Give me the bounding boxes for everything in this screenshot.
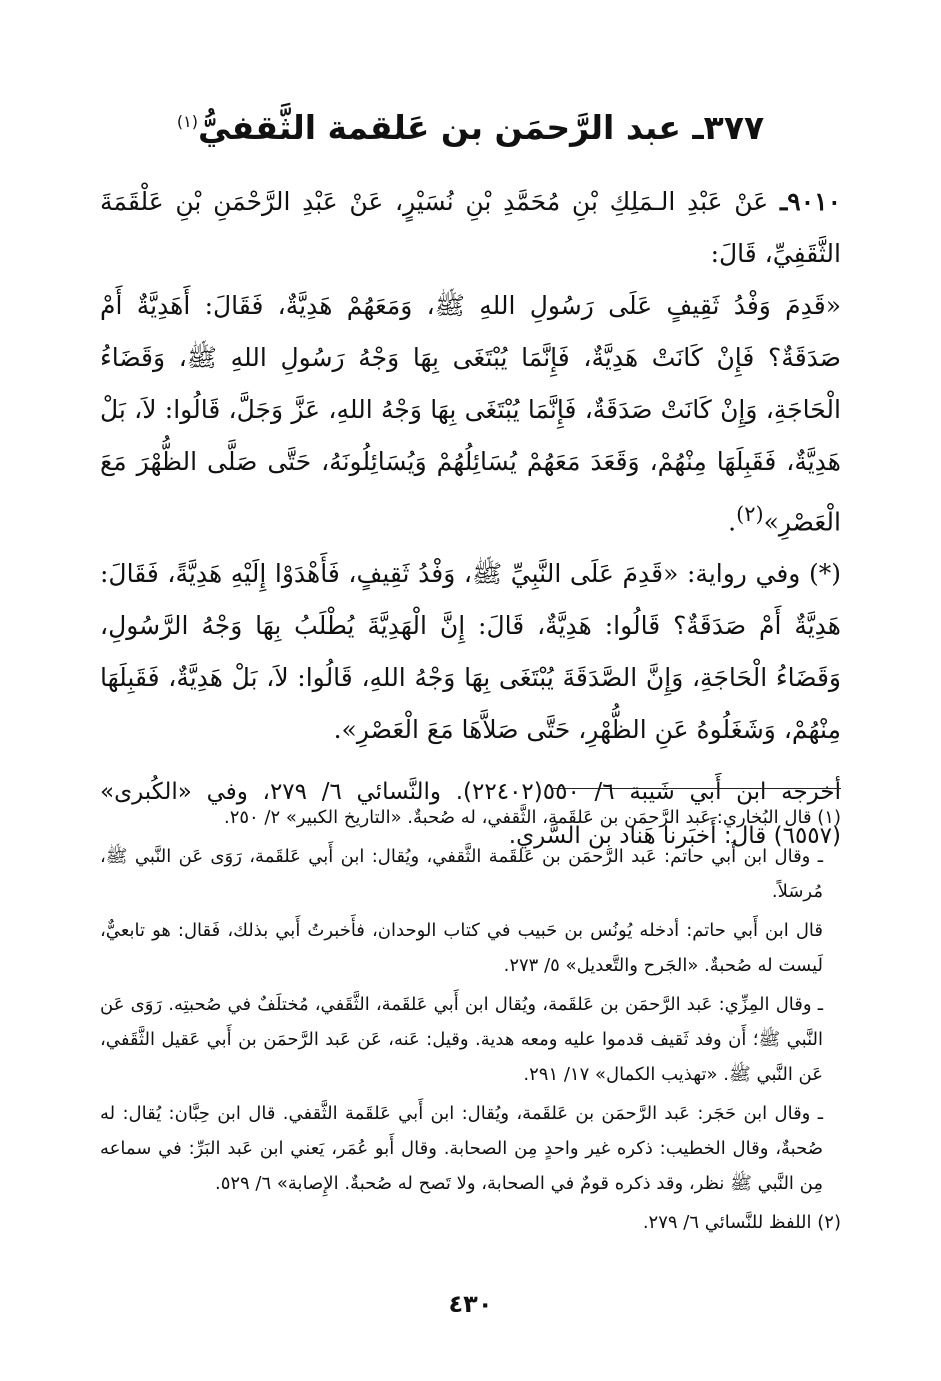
footnote-ref-2: (٢)	[736, 502, 764, 526]
footnote-1-mizzi: ـ وقال المِزِّي: عَبد الرَّحمَن بن عَلقَمة، ويُقال ابن أَبي عَلقَمة، الثَّقَفي، مُختلَفٌ في صُحبتِه. رَوَى عَن النَّبي ﷺ؛ أَن وفد ثَقيف قدموا عليه ومعه هدية. وقيل: عَنه، عَن عَبد الرَّحمَن بن أَبي عَقيل الثَّقَفي، عَن النَّبي ﷺ. «تهذيب الكمال» ١٧/ ٢٩١.	[100, 994, 823, 1085]
footnote-1-ibn-hajar: ـ وقال ابن حَجَر: عَبد الرَّحمَن بن عَلقَمة، ويُقال: ابن أَبي عَلقَمة الثَّقفي. قال ابن حِبَّان: يُقال: له صُحبةٌ، وقال الخطيب: ذكره غير واحدٍ مِن الصحابة. وقال أَبو عُمَر، يَعني ابن عَبد البَرِّ: في سماعه مِن النَّبي ﷺ نظر، وقد ذكره قومٌ في الصحابة، ولا تَصح له صُحبةٌ. الإِصابة» ٦/ ٥٢٩.	[100, 1103, 823, 1194]
chapter-heading	[90, 92, 851, 158]
hadith-matn-paragraph: «قَدِمَ وَفْدُ ثَقِيفٍ عَلَى رَسُولِ اللهِ ﷺ، وَمَعَهُمْ هَدِيَّةٌ، فَقَالَ: أَهَدِيَّةٌ أَمْ صَدَقَةٌ؟ فَإِنْ كَانَتْ هَدِيَّةٌ، فَإِنَّمَا يُبْتَغَى بِهَا وَجْهُ رَسُولِ اللهِ ﷺ، وَقَضَاءُ الْحَاجَةِ، وَإِنْ كَانَتْ صَدَقَةٌ، فَإِنَّمَا يُبْتَغَى بِهَا وَجْهُ اللهِ، عَزَّ وَجَلَّ، قَالُوا: لاَ، بَلْ هَدِيَّةٌ، فَقَبِلَهَا مِنْهُمْ، وَقَعَدَ مَعَهُمْ يُسَائِلُهُمْ وَيُسَائِلُونَهُ، حَتَّى صَلَّى الظُّهْرَ مَعَ الْعَصْرِ»$^{(٢)}$.	[100, 291, 841, 537]
hadith-matn: «قَدِمَ وَفْدُ ثَقِيفٍ عَلَى رَسُولِ اللهِ ﷺ، وَمَعَهُمْ هَدِيَّةٌ، فَقَالَ: أَهَدِيَّةٌ أَمْ صَدَقَةٌ؟ فَإِنْ كَانَتْ هَدِيَّةٌ، فَإِنَّمَا يُبْتَغَى بِهَا وَجْهُ رَسُولِ اللهِ ﷺ، وَقَضَاءُ الْحَاجَةِ، وَإِنْ كَانَتْ صَدَقَةٌ، فَإِنَّمَا يُبْتَغَى بِهَا وَجْهُ اللهِ، عَزَّ وَجَلَّ، قَالُوا: لاَ، بَلْ هَدِيَّةٌ، فَقَبِلَهَا مِنْهُمْ، وَقَعَدَ مَعَهُمْ يُسَائِلُهُمْ وَيُسَائِلُونَهُ، حَتَّى صَلَّى الظُّهْرَ مَعَ الْعَصْرِ»	[100, 291, 841, 537]
footnotes	[100, 800, 841, 1244]
footnote-1-abi-hatim: ـ وقال ابن أَبي حاتم: عَبد الرَّحمَن بن عَلقَمة الثَّقفي، ويُقال: ابن أَبي عَلقَمة، رَوَى عَن النَّبي ﷺ، مُرسَلاً.	[100, 846, 823, 902]
hadith-body	[100, 176, 841, 858]
hadith-chain: عَنْ عَبْدِ الـمَلِكِ بْنِ مُحَمَّدِ بْنِ نُسَيْرٍ، عَنْ عَبْدِ الرَّحْمَنِ بْنِ عَلْقَمَةَ الثَّقَفِيِّ، قَالَ:	[100, 187, 841, 268]
footnote-2: (٢) اللفظ للنَّسائي ٦/ ٢٧٩.	[642, 1212, 841, 1233]
hadith-number: ٩٠١٠ـ	[779, 187, 841, 216]
hadith-takhrij: أخرجه ابن أَبي شَيبة ٦/ ٥٥٠(٢٢٤٠٢). والنَّسائي ٦/ ٢٧٩، وفي «الكُبرى» (٦٥٥٧) قال: أَخبَرنا هَناد بن السَّري.	[100, 779, 841, 850]
hadith-riwaya: (*) وفي رواية: «قَدِمَ عَلَى النَّبِيِّ ﷺ، وَفْدُ ثَقِيفٍ، فَأَهْدَوْا إِلَيْهِ هَدِيَّةً، فَقَالَ: هَدِيَّةٌ أَمْ صَدَقَةٌ؟ قَالُوا: هَدِيَّةٌ، قَالَ: إِنَّ الْهَدِيَّةَ يُطْلَبُ بِهَا وَجْهُ الرَّسُولِ، وَقَضَاءُ الْحَاجَةِ، وَإِنَّ الصَّدَقَةَ يُبْتَغَى بِهَا وَجْهُ اللهِ، قَالُوا: لاَ، بَلْ هَدِيَّةٌ، فَقَبِلَهَا مِنْهُمْ، وَشَغَلُوهُ عَنِ الظُّهْرِ، حَتَّى صَلاَّهَا مَعَ الْعَصْرِ».	[100, 559, 841, 745]
footnote-1-abi-hatim-2: قال ابن أَبي حاتم: أدخله يُونُس بن حَبيب في كتاب الوحدان، فأَخبرتُ أَبي بذلك، فَقال: هو تابعيٌّ، لَيست له صُحبةٌ. «الجَرح والتَّعديل» ٥/ ٢٧٣.	[100, 920, 823, 976]
hadith-chain-paragraph	[100, 176, 841, 280]
footnote-separator	[551, 788, 841, 789]
footnote-1: (١) قال البُخاري: عَبد الرَّحمَن بن عَلقَمة، الثَّقفي، له صُحبةٌ. «التاريخ الكبير» ٢/ ٢٥٠.	[223, 807, 841, 828]
footnote-ref-1: (١)	[176, 112, 198, 131]
chapter-title: ٣٧٧ـ عبد الرَّحمَن بن عَلقمة الثَّقفيُّ	[197, 108, 765, 147]
page-number: ٤٣٠	[448, 1290, 493, 1318]
